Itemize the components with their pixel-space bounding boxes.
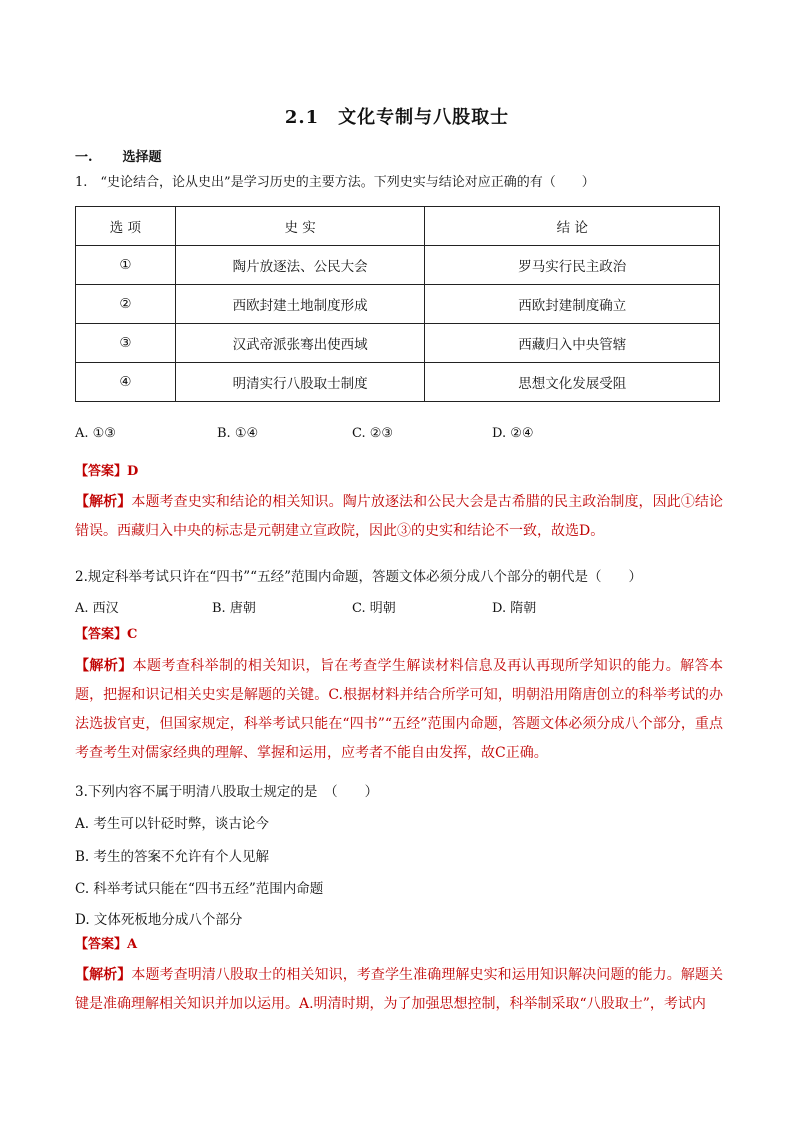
answer-label: 【答案】 <box>75 627 128 642</box>
option-d: D. 隋朝 <box>492 601 537 616</box>
answer-label: 【答案】 <box>75 464 128 479</box>
table-cell: 陶片放逐法、公民大会 <box>175 246 425 285</box>
section-heading <box>75 146 192 165</box>
question-3-explanation <box>75 961 723 1019</box>
section-name: 选择题 <box>122 150 162 165</box>
table-cell: 西藏归入中央管辖 <box>425 324 720 363</box>
question-2-stem: 2.规定科举考试只许在“四书”“五经”范围内命题，答题文体必须分成八个部分的朝代是（ ） <box>75 569 642 585</box>
answer-value: C <box>127 627 138 642</box>
option-c: C. 科举考试只能在“四书五经”范围内命题 <box>75 881 324 897</box>
table-header-cell: 选 项 <box>76 207 176 246</box>
option-b: B. ①④ <box>217 426 259 441</box>
question-2-answer <box>75 623 137 642</box>
table-cell: 罗马实行民主政治 <box>425 246 720 285</box>
explanation-text: 本题考查明清八股取士的相关知识，考查学生准确理解史实和运用知识解决问题的能力。解题关键是准确理解相关知识并加以运用。A.明清时期，为了加强思想控制，科举制采取“八股取士”，考试内 <box>75 967 724 1012</box>
option-c: C. 明朝 <box>352 601 396 616</box>
explanation-label: 【解析】 <box>75 658 133 674</box>
option-a: A. ①③ <box>75 426 116 441</box>
question-3-answer <box>75 933 137 952</box>
table-row <box>76 246 720 285</box>
explanation-text: 本题考查科举制的相关知识，旨在考查学生解读材料信息及再认再现所学知识的能力。解答本题，把握和识记相关史实是解题的关键。C.根据材料并结合所学可知，明朝沿用隋唐创立的科举考试的办法选拔官吏，但国家规定，科举考试只能在“四书”“五经”范围内命题，答题文体必须分成八个部分，重点考查考生对儒家经典的理解、掌握和运用，应考者不能自由发挥，故C正确。 <box>75 658 724 761</box>
answer-value: D <box>127 464 139 479</box>
table-header-cell: 史 实 <box>175 207 425 246</box>
question-1-answer <box>75 460 138 479</box>
explanation-text: 本题考查史实和结论的相关知识。陶片放逐法和公民大会是古希腊的民主政治制度，因此①结论错误。西藏归入中央的标志是元朝建立宣政院，因此③的史实和结论不一致，故选D。 <box>75 494 724 539</box>
table-cell: ④ <box>76 363 176 402</box>
table-cell: 明清实行八股取士制度 <box>175 363 425 402</box>
option-d: D. ②④ <box>492 426 534 441</box>
table-cell: 西欧封建制度确立 <box>425 285 720 324</box>
page-title: 2.1 文化专制与八股取士 <box>284 107 510 128</box>
table-cell: 汉武帝派张骞出使西域 <box>175 324 425 363</box>
option-d: D. 文体死板地分成八个部分 <box>75 912 243 928</box>
answer-label: 【答案】 <box>75 937 128 952</box>
question-1-table <box>75 206 720 402</box>
question-1-stem: 1. “史论结合，论从史出”是学习历史的主要方法。下列史实与结论对应正确的有（ ） <box>75 175 595 190</box>
table-row <box>76 363 720 402</box>
answer-value: A <box>127 937 138 952</box>
table-cell: ① <box>76 246 176 285</box>
option-a: A. 考生可以针砭时弊，谈古论今 <box>75 816 269 832</box>
question-2-explanation <box>75 652 723 768</box>
option-a: A. 西汉 <box>75 601 119 616</box>
table-cell: ③ <box>76 324 176 363</box>
table-header-row <box>76 207 720 246</box>
option-c: C. ②③ <box>352 426 394 441</box>
section-number: 一. <box>75 150 93 165</box>
option-b: B. 考生的答案不允许有个人见解 <box>75 849 270 865</box>
explanation-label: 【解析】 <box>75 967 132 983</box>
table-header-cell: 结 论 <box>425 207 720 246</box>
table-row <box>76 324 720 363</box>
table-cell: 思想文化发展受阻 <box>425 363 720 402</box>
table-cell: ② <box>76 285 176 324</box>
table-row <box>76 285 720 324</box>
option-b: B. 唐朝 <box>212 601 256 616</box>
question-3-stem: 3.下列内容不属于明清八股取士规定的是 （ ） <box>75 784 379 800</box>
explanation-label: 【解析】 <box>75 494 132 510</box>
question-1-explanation <box>75 488 723 546</box>
table-cell: 西欧封建土地制度形成 <box>175 285 425 324</box>
